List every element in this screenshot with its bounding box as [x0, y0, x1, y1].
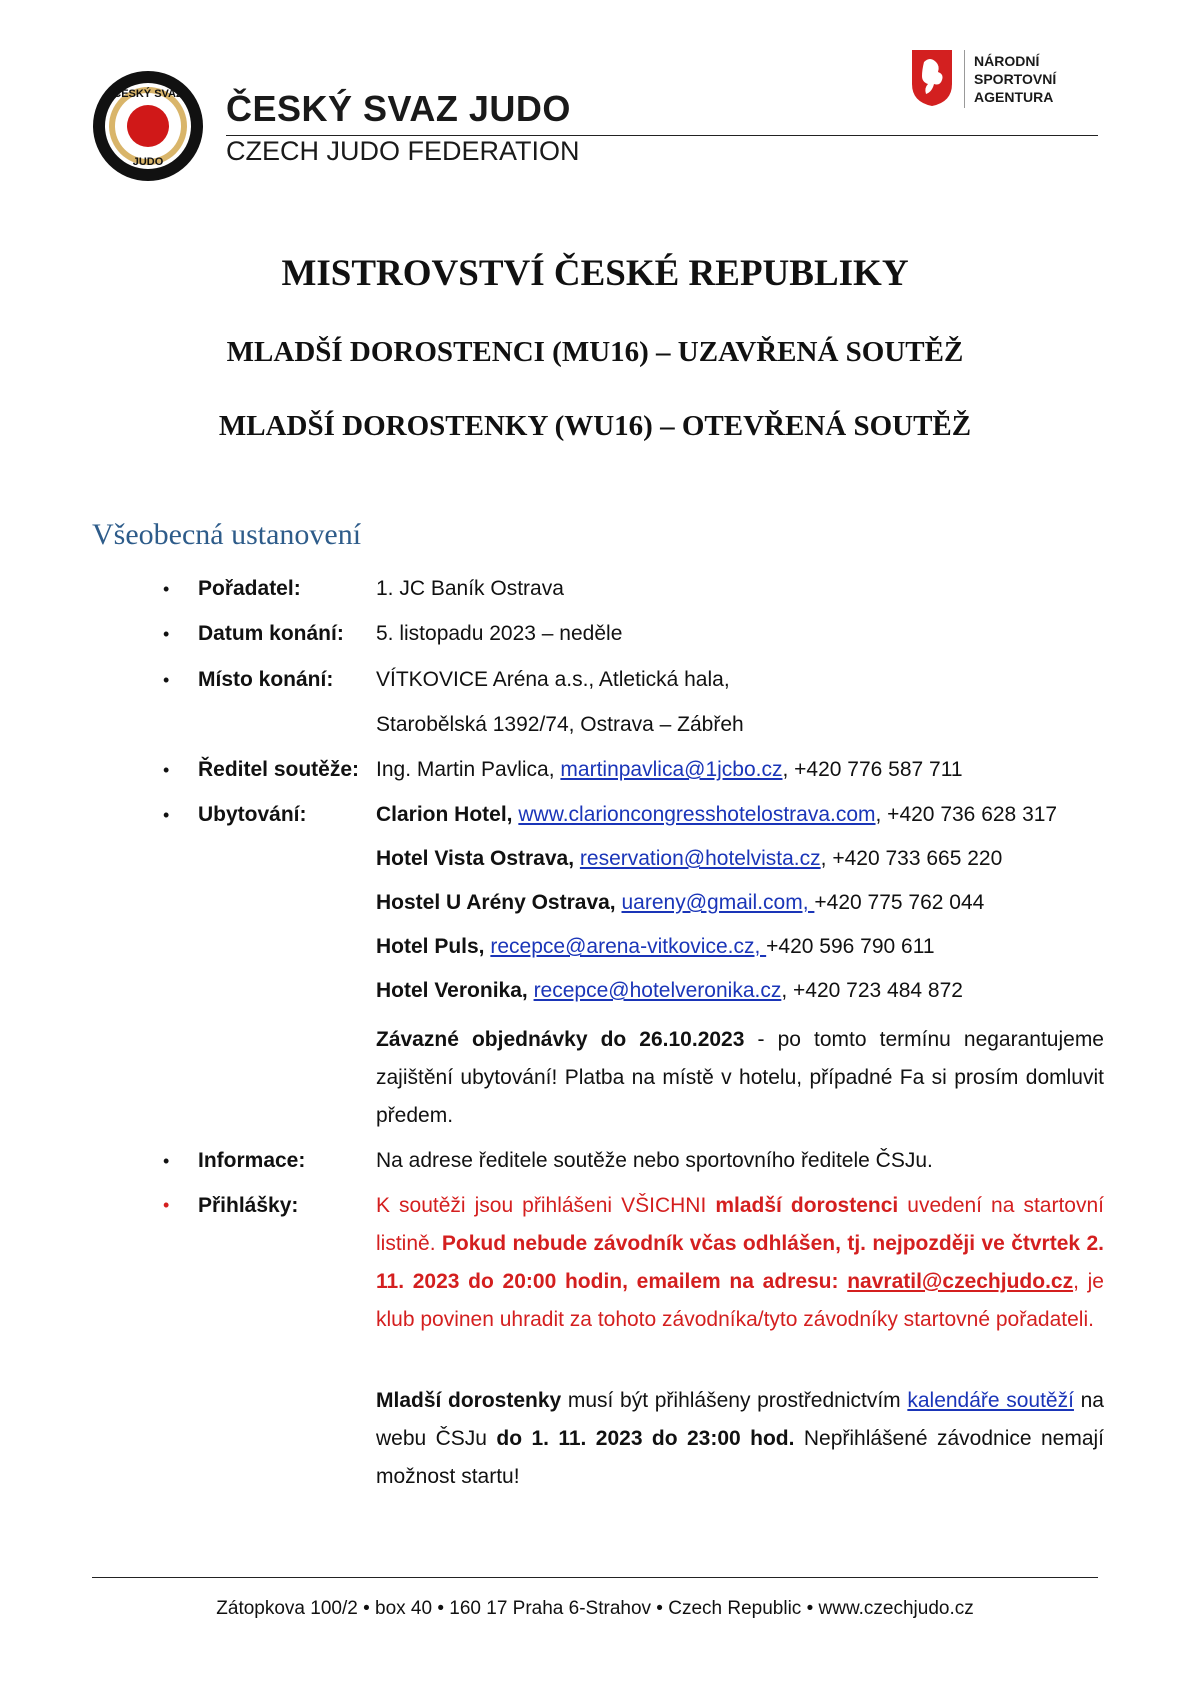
document-title: MISTROVSTVÍ ČESKÉ REPUBLIKY: [281, 253, 909, 294]
hotel-phone: , +420 723 484 872: [781, 979, 963, 1002]
document-subtitle-girls: MLADŠÍ DOROSTENKY (WU16) – OTEVŘENÁ SOUTĚŽ: [218, 410, 972, 442]
logo-text-bottom: JUDO: [132, 156, 164, 168]
hotel-item: [376, 845, 1104, 873]
director-phone: , +420 776 587 711: [782, 758, 963, 781]
federation-name: ČESKÝ SVAZ JUDO: [226, 88, 571, 129]
information-value: Na adrese ředitele soutěže nebo sportovního ředitele ČSJu.: [376, 1149, 933, 1172]
bullet-icon: •: [163, 579, 170, 599]
bullet-icon: •: [163, 670, 170, 690]
nsa-divider: [964, 50, 965, 108]
hotel-name: Clarion Hotel,: [376, 803, 513, 826]
registration-text-c: uvedení na startovní listině.: [376, 1194, 1104, 1255]
registration-text-e: , je klub povinen uhradit za tohoto závodníka/tyto závodníky startovné pořadateli.: [376, 1270, 1104, 1331]
czech-judo-federation-logo: [92, 70, 204, 182]
accommodation-deadline: Závazné objednávky do 26.10.2023: [376, 1028, 745, 1051]
hotel-name: Hotel Veronika,: [376, 979, 528, 1002]
federation-name-en: CZECH JUDO FEDERATION: [226, 136, 580, 166]
registration-girls-c: na webu ČSJu: [376, 1389, 1104, 1450]
director-email-link[interactable]: martinpavlica@1jcbo.cz: [560, 758, 783, 781]
registration-text-d: Pokud nebude závodník včas odhlášen, tj. nejpozději ve čtvrtek 2. 11. 2023 do 20:00 hodin, emailem na adresu:: [376, 1232, 1104, 1293]
nsa-name: [974, 52, 1056, 106]
nsa-line-1: NÁRODNÍ: [974, 53, 1040, 69]
registration-text-b: mladší dorostenci: [715, 1194, 899, 1217]
director-name: Ing. Martin Pavlica,: [376, 758, 561, 781]
information-label: Informace:: [198, 1149, 306, 1172]
registration-girls-d: do 1. 11. 2023 do 23:00 hod.: [496, 1427, 795, 1450]
bullet-icon: •: [163, 1195, 170, 1215]
director-value: [376, 756, 1104, 784]
accommodation-label: Ubytování:: [198, 803, 307, 826]
bullet-icon: •: [163, 805, 170, 825]
hotel-contact-link[interactable]: recepce@hotelveronika.cz: [533, 979, 782, 1002]
hotel-name: Hostel U Arény Ostrava,: [376, 891, 616, 914]
registration-boys-text: [376, 1187, 1104, 1339]
competition-calendar-link[interactable]: kalendáře soutěží: [907, 1389, 1074, 1412]
bullet-icon: •: [163, 760, 170, 780]
footer-address: Zátopkova 100/2 • box 40 • 160 17 Praha 6-Strahov • Czech Republic • www.czechjudo.cz: [216, 1598, 974, 1619]
document-subtitle-boys: MLADŠÍ DOROSTENCI (MU16) – UZAVŘENÁ SOUTĚŽ: [226, 336, 964, 368]
venue-label: Místo konání:: [198, 668, 334, 691]
hotel-item: [376, 977, 1104, 1005]
hotel-phone: , +420 736 628 317: [875, 803, 1058, 826]
registration-email-link[interactable]: navratil@czechjudo.cz: [847, 1270, 1074, 1293]
registration-girls-text: [376, 1382, 1104, 1496]
hotel-item: [376, 801, 1104, 829]
hotel-contact-link[interactable]: recepce@arena-vitkovice.cz,: [490, 935, 767, 958]
hotel-phone: , +420 733 665 220: [820, 847, 1003, 870]
date-value: 5. listopadu 2023 – neděle: [376, 622, 623, 645]
hotel-phone: +420 775 762 044: [814, 891, 985, 914]
section-heading: Všeobecná ustanovení: [92, 518, 362, 551]
registration-text-a: K soutěži jsou přihlášeni VŠICHNI: [376, 1194, 716, 1217]
hotel-item: [376, 889, 1104, 917]
bullet-icon: •: [163, 624, 170, 644]
date-label: Datum konání:: [198, 622, 344, 645]
venue-value-line2: Starobělská 1392/74, Ostrava – Zábřeh: [376, 713, 744, 736]
registration-girls-b: musí být přihlášeny prostřednictvím: [561, 1389, 908, 1412]
nsa-lion-icon: [910, 48, 954, 108]
hotel-item: [376, 933, 1104, 961]
bullet-icon: •: [163, 1151, 170, 1171]
registration-girls-a: Mladší dorostenky: [376, 1389, 562, 1412]
accommodation-note-text: - po tomto termínu negarantujeme zajištění ubytování! Platba na místě v hotelu, případné Fa si prosím domluvit předem.: [376, 1028, 1104, 1127]
hotel-phone: +420 596 790 611: [766, 935, 935, 958]
registration-label: Přihlášky:: [198, 1194, 299, 1217]
organizer-label: Pořadatel:: [198, 577, 301, 600]
hotel-name: Hotel Vista Ostrava,: [376, 847, 575, 870]
footer-divider: [92, 1577, 1098, 1578]
hotel-contact-link[interactable]: uareny@gmail.com,: [621, 891, 815, 914]
hotel-contact-link[interactable]: reservation@hotelvista.cz: [579, 847, 821, 870]
hotel-name: Hotel Puls,: [376, 935, 485, 958]
hotel-contact-link[interactable]: www.clarioncongresshotelostrava.com: [518, 803, 876, 826]
director-label: Ředitel soutěže:: [198, 758, 360, 781]
nsa-line-3: AGENTURA: [974, 89, 1054, 105]
accommodation-note: [376, 1021, 1104, 1135]
nsa-line-2: SPORTOVNÍ: [974, 71, 1057, 87]
logo-text-top: ČESKÝ SVAZ: [113, 88, 183, 100]
organizer-value: 1. JC Baník Ostrava: [376, 577, 564, 600]
registration-girls-e: Nepřihlášené závodnice nemají možnost startu!: [376, 1427, 1104, 1488]
venue-value-line1: VÍTKOVICE Aréna a.s., Atletická hala,: [376, 668, 730, 691]
